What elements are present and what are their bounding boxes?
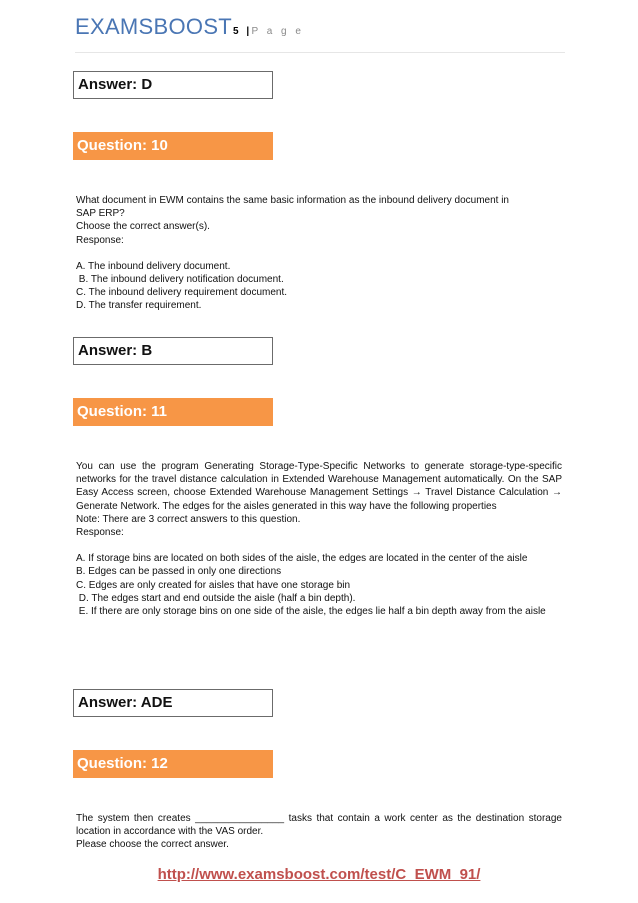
question-12-text: The system then creates ________________ tasks that contain a work center as the destination storage location in accordance with the VAS order. bbox=[76, 813, 562, 838]
brand-title bbox=[75, 14, 304, 40]
question-10-option-c: C. The inbound delivery requirement document. bbox=[76, 287, 288, 299]
question-10-option-b: B. The inbound delivery notification document. bbox=[76, 274, 284, 286]
question-11-option-c: C. Edges are only created for aisles that have one storage bin bbox=[76, 579, 351, 591]
question-10-text-line1: What document in EWM contains the same basic information as the inbound delivery document in bbox=[76, 195, 509, 206]
question-11-option-d: D. The edges start and end outside the aisle (half a bin depth). bbox=[76, 592, 356, 604]
question-11-note: Note: There are 3 correct answers to this question. bbox=[76, 513, 301, 525]
question-11-option-a: A. If storage bins are located on both sides of the aisle, the edges are located in the center of the aisle bbox=[76, 553, 528, 565]
page-number: 5 bbox=[233, 26, 239, 37]
question-11-body bbox=[76, 460, 562, 618]
question-12-instruction: Please choose the correct answer. bbox=[76, 839, 229, 851]
question-10-body bbox=[76, 194, 562, 313]
page-header bbox=[75, 8, 565, 53]
answer-box-q11: Answer: ADE bbox=[73, 689, 273, 717]
answer-box-q9: Answer: D bbox=[73, 71, 273, 99]
question-10-response: Response: bbox=[76, 234, 124, 246]
question-11-response: Response: bbox=[76, 527, 124, 539]
question-10-option-d: D. The transfer requirement. bbox=[76, 300, 202, 312]
footer-url-link[interactable]: http://www.examsboost.com/test/C_EWM_91/ bbox=[157, 866, 481, 883]
brand-name: EXAMSBOOST bbox=[75, 14, 233, 39]
page-word: P a g e bbox=[251, 26, 304, 37]
question-11-option-e: E. If there are only storage bins on one side of the aisle, the edges lie half a bin depth away from the aisle bbox=[76, 606, 546, 618]
answer-box-q10: Answer: B bbox=[73, 337, 273, 365]
question-11-title: Question: 11 bbox=[73, 398, 273, 426]
question-12-title: Question: 12 bbox=[73, 750, 273, 778]
question-11-text: You can use the program Generating Storage-Type-Specific Networks to generate storage-type-specific networks for the travel distance calculation in Extended Warehouse Management automatically. On the SAP Easy Access screen, choose Extended Warehouse Management Settings → Travel Distance Calculation → Generate Network. The edges for the aisles generated in this way have the following properties bbox=[76, 461, 562, 512]
question-10-text-line2: SAP ERP? bbox=[76, 208, 125, 220]
question-11-option-b: B. Edges can be passed in only one directions bbox=[76, 566, 282, 578]
question-10-instruction: Choose the correct answer(s). bbox=[76, 221, 210, 233]
page-separator: | bbox=[246, 26, 250, 37]
question-10-title: Question: 10 bbox=[73, 132, 273, 160]
question-10-option-a: A. The inbound delivery document. bbox=[76, 260, 231, 272]
question-12-body bbox=[76, 812, 562, 852]
